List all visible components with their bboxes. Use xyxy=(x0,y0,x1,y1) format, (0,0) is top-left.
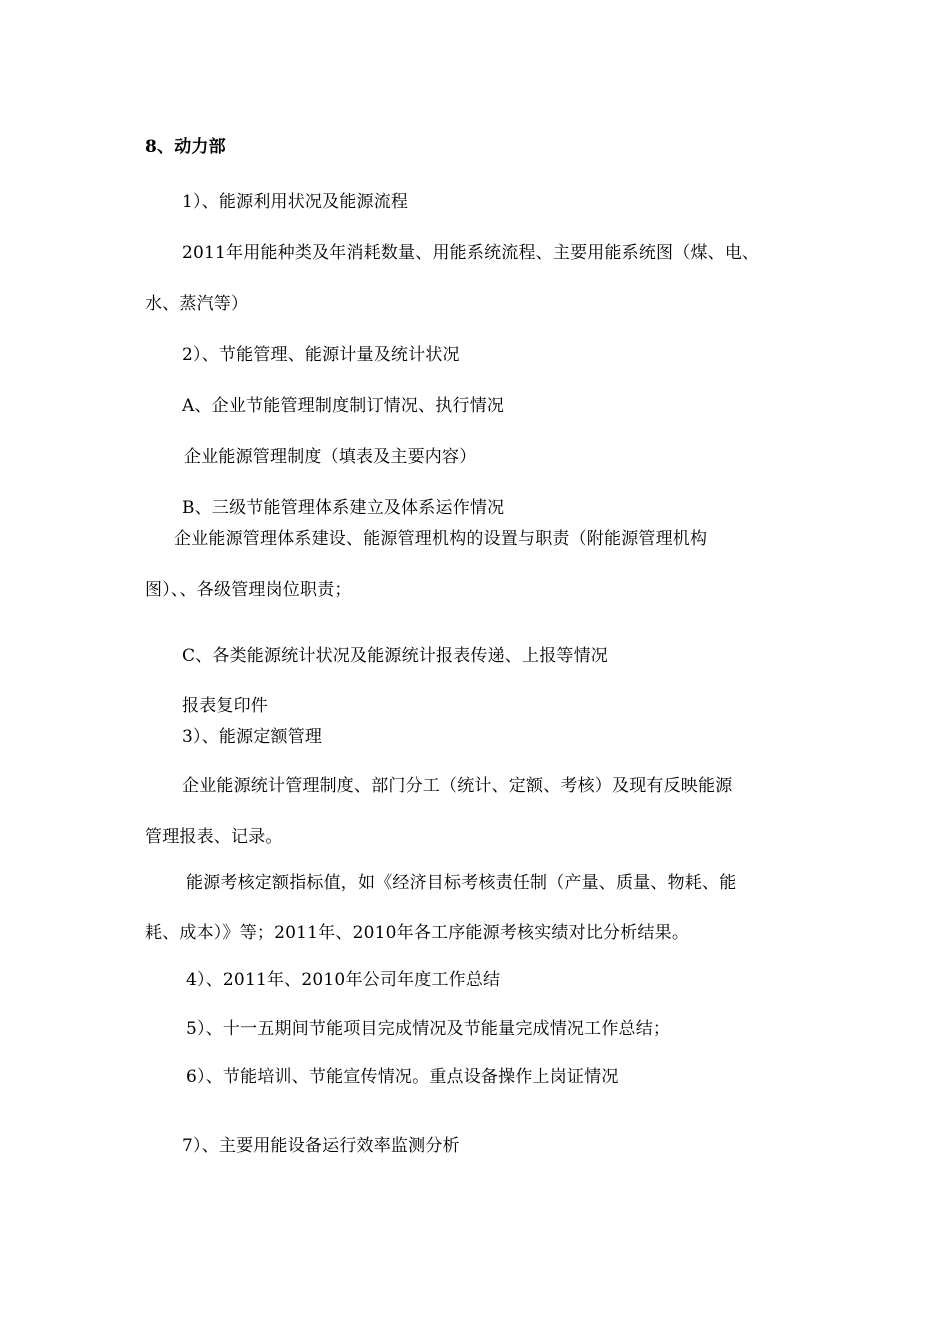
paragraph-line: 图）、、各级管理岗位职责； xyxy=(145,580,352,600)
item-5-heading: 5）、十一五期间节能项目完成情况及节能量完成情况工作总结； xyxy=(186,1019,671,1039)
paragraph-line: 企业能源管理体系建设、能源管理机构的设置与职责（附能源管理机构 xyxy=(174,529,708,549)
item-1-heading: 1）、能源利用状况及能源流程 xyxy=(182,192,409,212)
item-6-heading: 6）、节能培训、节能宣传情况。重点设备操作上岗证情况 xyxy=(186,1067,619,1087)
paragraph-line: 耗、成本）》等；2011年、2010年各工序能源考核实绩对比分析结果。 xyxy=(145,923,690,943)
item-2-heading: 2）、节能管理、能源计量及统计状况 xyxy=(182,345,460,365)
item-7-heading: 7）、主要用能设备运行效率监测分析 xyxy=(182,1136,460,1156)
paragraph-line: 水、蒸汽等） xyxy=(145,294,249,314)
paragraph-line: 2011年用能种类及年消耗数量、用能系统流程、主要用能系统图（煤、电、 xyxy=(182,243,760,263)
paragraph-line: 企业能源统计管理制度、部门分工（统计、定额、考核）及现有反映能源 xyxy=(182,776,733,796)
item-3-heading: 3）、能源定额管理 xyxy=(182,727,323,747)
paragraph-line: 管理报表、记录。 xyxy=(145,827,283,847)
section-title: 8、动力部 xyxy=(145,137,226,157)
subitem-b-heading: B、三级节能管理体系建立及体系运作情况 xyxy=(182,498,505,518)
item-4-heading: 4）、2011年、2010年公司年度工作总结 xyxy=(186,970,501,990)
paragraph-line: 报表复印件 xyxy=(182,696,268,716)
subitem-a-heading: A、企业节能管理制度制订情况、执行情况 xyxy=(182,396,505,416)
paragraph-line: 企业能源管理制度（填表及主要内容） xyxy=(184,447,477,467)
subitem-c-heading: C、各类能源统计状况及能源统计报表传递、上报等情况 xyxy=(182,646,609,666)
paragraph-line: 能源考核定额指标值，如《经济目标考核责任制（产量、质量、物耗、能 xyxy=(186,873,737,893)
